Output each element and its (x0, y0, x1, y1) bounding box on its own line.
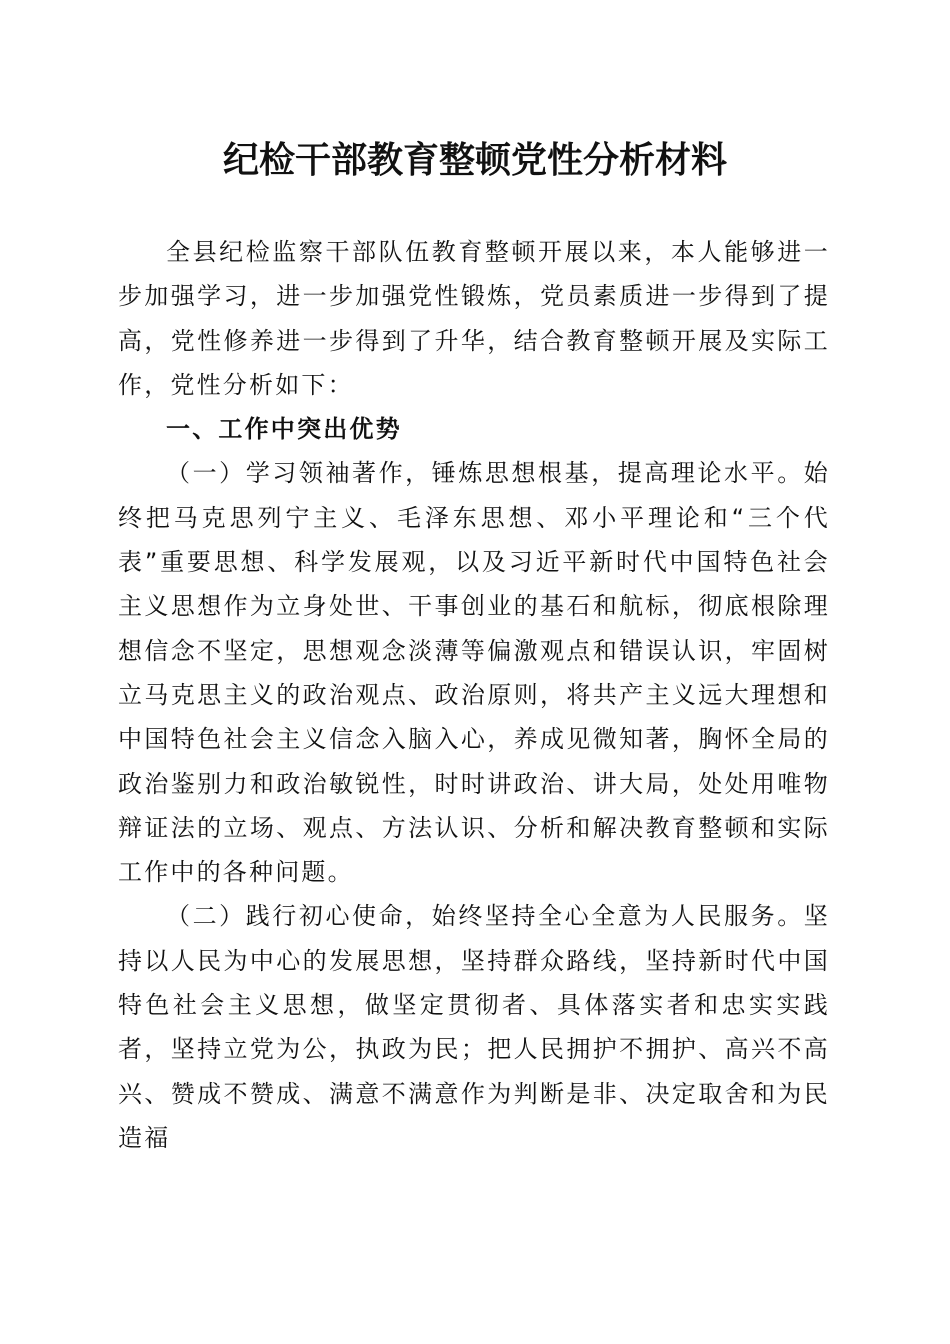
section-heading: 一、工作中突出优势 (166, 415, 402, 444)
item-lead-1: （一）学习领袖著作，锤炼思想根基，提高理论水平。 (166, 459, 804, 488)
item-text-2: 坚持以人民为中心的发展思想，坚持群众路线，坚持新时代中国特色社会主义思想，做坚定贯彻者、具体落实者和忠实实践者，坚持立党为公，执政为民；把人民拥护不拥护、高兴不高兴、赞成不赞成、满意不满意作为判断是非、决定取舍和为民造福 (118, 902, 830, 1152)
item-lead-2: （二）践行初心使命，始终坚持全心全意为人民服务。 (166, 902, 804, 931)
document-title: 纪检干部教育整顿党性分析材料 (222, 139, 727, 181)
item-paragraph-1 (118, 451, 830, 894)
item-paragraph-2 (118, 894, 830, 1160)
document-body (118, 230, 830, 1160)
item-text-1: 始终把马克思列宁主义、毛泽东思想、邓小平理论和“三个代表”重要思想、科学发展观，以及习近平新时代中国特色社会主义思想作为立身处世、干事创业的基石和航标，彻底根除理想信念不坚定，思想观念淡薄等偏激观点和错误认识，牢固树立马克思主义的政治观点、政治原则，将共产主义远大理想和中国特色社会主义信念入脑入心，养成见微知著，胸怀全局的政治鉴别力和政治敏锐性，时时讲政治、讲大局，处处用唯物辩证法的立场、观点、方法认识、分析和解决教育整顿和实际工作中的各种问题。 (118, 459, 830, 887)
intro-paragraph: 全县纪检监察干部队伍教育整顿开展以来，本人能够进一步加强学习，进一步加强党性锻炼，党员素质进一步得到了提高，党性修养进一步得到了升华，结合教育整顿开展及实际工作，党性分析如下： (118, 238, 830, 399)
